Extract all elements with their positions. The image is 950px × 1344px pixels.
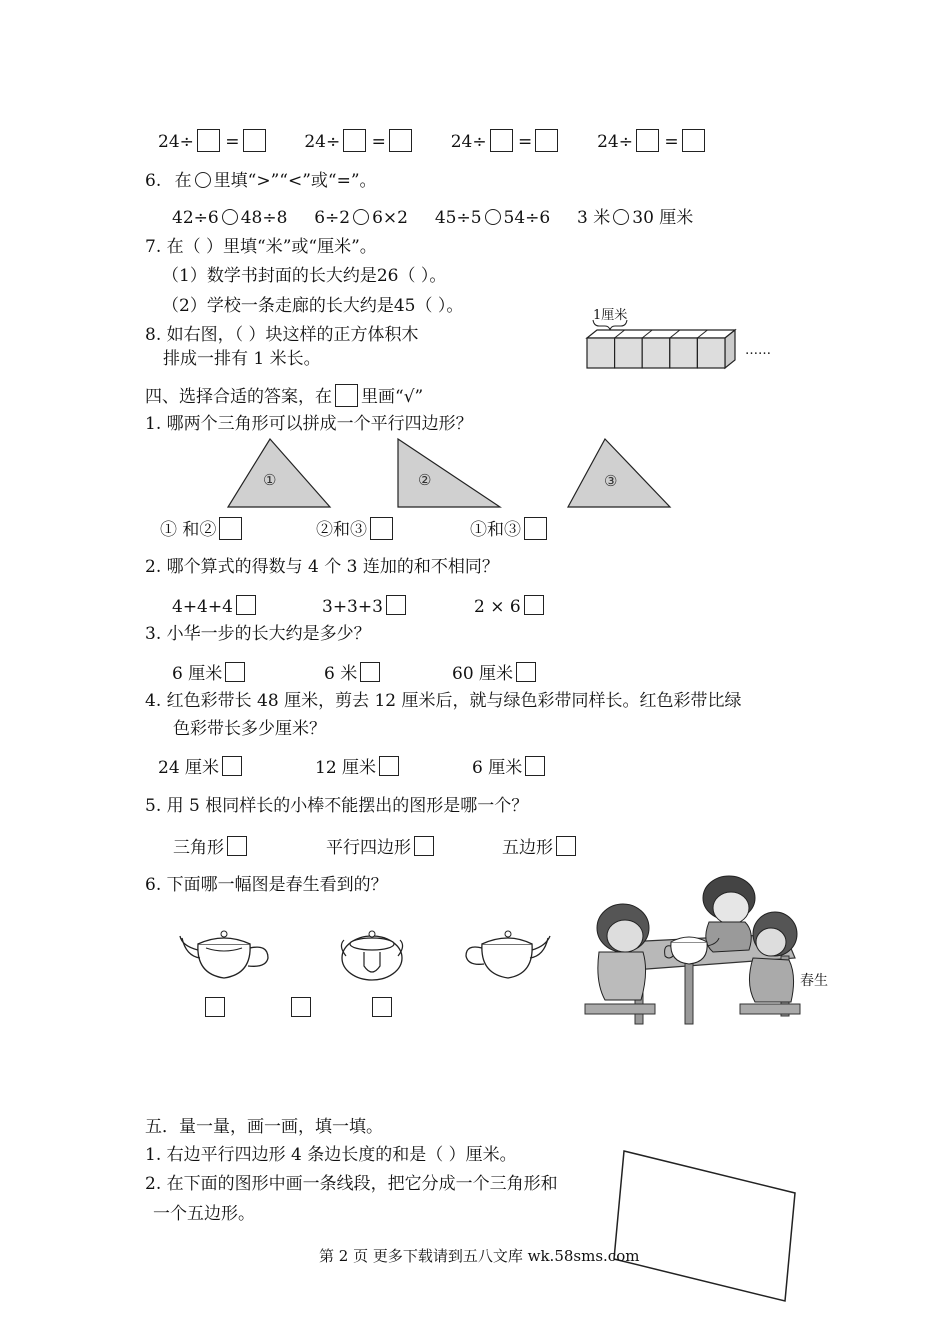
s4-q2-option-1 bbox=[172, 595, 256, 618]
q8-line1: 8. 如右图，（ ）块这样的正方体积木 bbox=[145, 325, 419, 345]
s4-q1-option-1 bbox=[160, 517, 242, 541]
teapot-side-left-icon bbox=[176, 926, 272, 982]
section5-q2-line1: 2. 在下面的图形中画一条线段，把它分成一个三角形和 bbox=[145, 1174, 558, 1194]
option-label: 60 厘米 bbox=[452, 664, 514, 684]
answer-box[interactable] bbox=[535, 129, 558, 152]
q6-number: 6. bbox=[145, 171, 162, 191]
s4-q5-option-3 bbox=[502, 836, 576, 859]
s4-q3-option-1 bbox=[172, 662, 245, 685]
section5-q1: 1. 右边平行四边形 4 条边长度的和是（ ）厘米。 bbox=[145, 1145, 517, 1165]
q7-sub2: （2）学校一条走廊的长大约是45（ ）。 bbox=[162, 296, 464, 316]
compare-circle[interactable] bbox=[485, 209, 501, 225]
teapot-answer-3[interactable] bbox=[372, 997, 392, 1017]
q8-dots: …… bbox=[745, 343, 771, 358]
s4-q5-title: 5. 用 5 根同样长的小棒不能摆出的图形是哪一个？ bbox=[145, 796, 529, 816]
cube-row-figure bbox=[585, 318, 745, 370]
s4-q4-line1: 4. 红色彩带长 48 厘米，剪去 12 厘米后，就与绿色彩带同样长。红色彩带比绿 bbox=[145, 691, 742, 711]
answer-box[interactable] bbox=[682, 129, 705, 152]
section4-title-text: 四、选择合适的答案，在 bbox=[145, 387, 332, 407]
q7-title: 7. 在（ ）里填“米”或“厘米”。 bbox=[145, 237, 377, 257]
q6-title bbox=[145, 170, 377, 192]
option-label: 五边形 bbox=[502, 838, 553, 858]
equals-sign: = bbox=[518, 132, 533, 152]
s4-q4-option-2 bbox=[315, 756, 399, 779]
compare-right: 48÷8 bbox=[240, 208, 288, 228]
section4-title-after: 里画“√” bbox=[361, 387, 424, 407]
answer-checkbox[interactable] bbox=[370, 517, 393, 540]
answer-box[interactable] bbox=[197, 129, 220, 152]
compare-right: 6×2 bbox=[372, 208, 408, 228]
s4-q1-option-3 bbox=[470, 517, 547, 541]
q6-items bbox=[172, 207, 693, 229]
option-label: ②和③ bbox=[316, 520, 367, 540]
compare-circle[interactable] bbox=[222, 209, 238, 225]
answer-checkbox[interactable] bbox=[360, 662, 380, 682]
s4-q4-line2: 色彩带长多少厘米？ bbox=[173, 719, 326, 739]
compare-circle[interactable] bbox=[613, 209, 629, 225]
teapot-answer-1[interactable] bbox=[205, 997, 225, 1017]
s4-q3-option-2 bbox=[324, 662, 380, 685]
option-label: 三角形 bbox=[173, 838, 224, 858]
chunsheng-label: 春生 bbox=[800, 973, 828, 989]
answer-box[interactable] bbox=[243, 129, 266, 152]
equals-sign: = bbox=[371, 132, 386, 152]
option-label: 6 米 bbox=[324, 664, 358, 684]
equals-sign: = bbox=[664, 132, 679, 152]
s4-q4-option-3 bbox=[472, 756, 545, 779]
q6-title-text: 在 bbox=[174, 171, 192, 191]
option-label: 12 厘米 bbox=[315, 758, 377, 778]
div-expr-4: 24÷ bbox=[597, 132, 633, 152]
compare-circle[interactable] bbox=[353, 209, 369, 225]
q6-title-after: 里填“>”“<”或“=”。 bbox=[213, 171, 377, 191]
answer-checkbox[interactable] bbox=[524, 595, 544, 615]
section5-title: 五．量一量，画一画，填一填。 bbox=[145, 1117, 383, 1137]
s4-q2-title: 2. 哪个算式的得数与 4 个 3 连加的和不相同？ bbox=[145, 557, 499, 577]
answer-checkbox[interactable] bbox=[219, 517, 242, 540]
answer-checkbox[interactable] bbox=[414, 836, 434, 856]
compare-left: 3 米 bbox=[577, 208, 611, 228]
compare-left: 6÷2 bbox=[314, 208, 351, 228]
div-expr-2: 24÷ bbox=[304, 132, 341, 152]
box-icon bbox=[335, 384, 358, 407]
option-label: 24 厘米 bbox=[158, 758, 220, 778]
answer-checkbox[interactable] bbox=[379, 756, 399, 776]
s4-q4-option-1 bbox=[158, 756, 242, 779]
teapot-answer-2[interactable] bbox=[291, 997, 311, 1017]
s4-q5-option-1 bbox=[173, 836, 247, 859]
s4-q3-option-3 bbox=[452, 662, 536, 685]
compare-left: 45÷5 bbox=[434, 208, 482, 228]
equals-sign: = bbox=[225, 132, 240, 152]
answer-checkbox[interactable] bbox=[516, 662, 536, 682]
answer-checkbox[interactable] bbox=[222, 756, 242, 776]
option-label: ① 和② bbox=[160, 520, 217, 540]
parallelogram-figure bbox=[610, 1145, 800, 1305]
q7-sub1: （1）数学书封面的长大约是26（ ）。 bbox=[162, 266, 447, 286]
triangle-1 bbox=[228, 439, 330, 507]
answer-box[interactable] bbox=[636, 129, 659, 152]
s4-q1-option-2 bbox=[316, 517, 393, 541]
circle-icon bbox=[195, 172, 211, 188]
teapot-front-icon bbox=[336, 926, 408, 984]
option-label: 2 × 6 bbox=[474, 597, 521, 617]
teapot-side-right-icon bbox=[462, 926, 554, 982]
option-label: ①和③ bbox=[470, 520, 521, 540]
s4-q1-title: 1. 哪两个三角形可以拼成一个平行四边形？ bbox=[145, 414, 473, 434]
triangle-2 bbox=[398, 439, 500, 507]
answer-checkbox[interactable] bbox=[525, 756, 545, 776]
answer-box[interactable] bbox=[343, 129, 366, 152]
answer-checkbox[interactable] bbox=[524, 517, 547, 540]
triangle-label-2: ② bbox=[418, 471, 432, 489]
triangle-label-1: ① bbox=[263, 471, 277, 489]
option-label: 6 厘米 bbox=[472, 758, 523, 778]
triangle-3 bbox=[568, 439, 670, 507]
triangle-label-3: ③ bbox=[604, 472, 618, 490]
answer-box[interactable] bbox=[389, 129, 412, 152]
children-table-illustration bbox=[585, 872, 800, 1028]
option-label: 3+3+3 bbox=[322, 597, 383, 617]
compare-right: 54÷6 bbox=[503, 208, 551, 228]
div-expr-1: 24÷ bbox=[158, 132, 194, 152]
section4-title bbox=[145, 384, 423, 408]
s4-q2-option-2 bbox=[322, 595, 406, 618]
option-label: 6 厘米 bbox=[172, 664, 223, 684]
section5-q2-line2: 一个五边形。 bbox=[153, 1204, 255, 1224]
answer-checkbox[interactable] bbox=[386, 595, 406, 615]
s4-q2-option-3 bbox=[474, 595, 544, 618]
s4-q5-option-2 bbox=[326, 836, 434, 859]
div-expr-3: 24÷ bbox=[450, 132, 487, 152]
page-footer: 第 2 页 更多下载请到五八文库 wk.58sms.com bbox=[319, 1247, 640, 1265]
division-row bbox=[158, 129, 705, 153]
q8-line2: 排成一排有 1 米长。 bbox=[163, 349, 321, 369]
compare-left: 42÷6 bbox=[172, 208, 219, 228]
answer-checkbox[interactable] bbox=[556, 836, 576, 856]
option-label: 平行四边形 bbox=[326, 838, 411, 858]
answer-checkbox[interactable] bbox=[225, 662, 245, 682]
s4-q3-title: 3. 小华一步的长大约是多少？ bbox=[145, 624, 371, 644]
answer-box[interactable] bbox=[490, 129, 513, 152]
s4-q6-title: 6. 下面哪一幅图是春生看到的？ bbox=[145, 875, 388, 895]
option-label: 4+4+4 bbox=[172, 597, 233, 617]
compare-right: 30 厘米 bbox=[632, 208, 694, 228]
answer-checkbox[interactable] bbox=[227, 836, 247, 856]
q8-cm-label: 1厘米 bbox=[593, 308, 628, 323]
answer-checkbox[interactable] bbox=[236, 595, 256, 615]
